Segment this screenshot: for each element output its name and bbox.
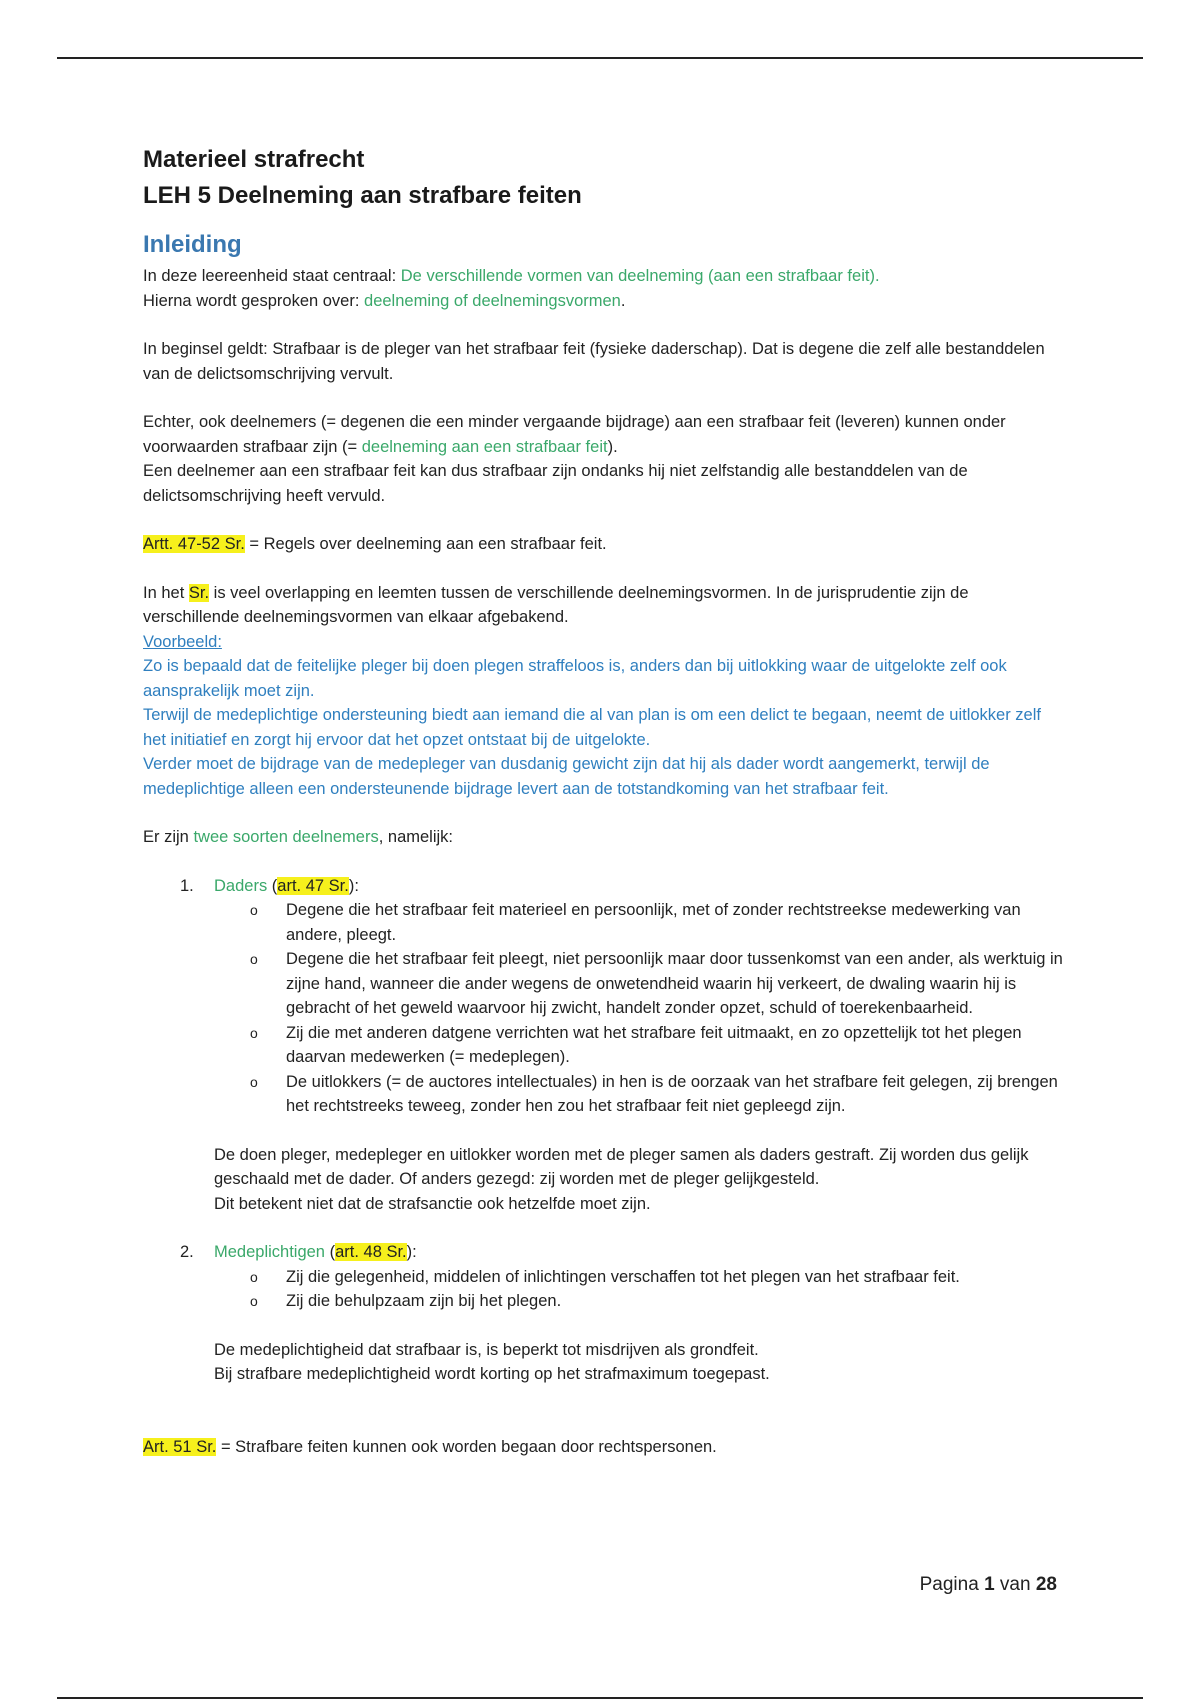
sub-list-item xyxy=(250,1289,1063,1314)
bullet-icon: o xyxy=(250,1024,258,1041)
paragraph-artt-47-52 xyxy=(143,532,1063,557)
bullet-icon: o xyxy=(250,951,258,967)
bullet-icon: o xyxy=(250,1293,258,1309)
list-item-label: Daders xyxy=(214,876,268,895)
text-span: Hierna wordt gesproken over: xyxy=(143,291,365,310)
sub-list-item xyxy=(250,898,1063,947)
paragraph-beginsel: In beginsel geldt: Strafbaar is de pleger van het strafbaar feit (fysieke daderschap). Dat is degene die zelf alle bestanddelen van de delictsomschrijving vervult. xyxy=(143,340,1045,383)
document-title xyxy=(143,142,1063,214)
paragraph-art-51 xyxy=(143,1435,1063,1460)
page-number: 1 xyxy=(984,1574,995,1595)
text-span: De uitlokkers (= de auctores intellectuales) in hen is de oorzaak van het strafbare feit gelegen, zij brengen het rechtstreeks teweeg, zonder hen zou het strafbaar feit niet gepleegd zijn. xyxy=(286,1072,1058,1115)
green-term: deelneming of deelnemingsvormen xyxy=(364,291,621,310)
page-content xyxy=(143,142,1063,1459)
text-span: ): xyxy=(406,1243,417,1261)
highlighted-article: Sr. xyxy=(188,583,210,602)
example-label: Voorbeeld: xyxy=(143,632,222,651)
text-span: Degene die het strafbaar feit pleegt, niet persoonlijk maar door tussenkomst van een ander, als werktuig in zijne hand, wanneer die ander wegens de onwetendheid waarin hij verkeert, de dwaling waarin hij is gebracht of het geweld waarvoor hij zwicht, handelt zonder opzet, schuld of toerekenbaarheid. xyxy=(286,950,1063,1017)
text-span: Dit betekent niet dat de strafsanctie ook hetzelfde moet zijn. xyxy=(214,1194,651,1213)
highlighted-article: art. 47 Sr. xyxy=(277,876,349,895)
spacer xyxy=(143,508,1063,532)
example-line-2: Terwijl de medeplichtige ondersteuning biedt aan iemand die al van plan is om een delict te begaan, neemt de uitlokker zelf het initiatief en zorgt hij ervoor dat het opzet ontstaat bij de uitgelokte. xyxy=(143,706,1041,749)
text-span: Bij strafbare medeplichtigheid wordt korting op het strafmaximum toegepast. xyxy=(214,1365,770,1383)
spacer xyxy=(143,850,1063,874)
sub-list xyxy=(250,898,1063,1119)
list-item-daders xyxy=(180,874,1063,1119)
bullet-icon: o xyxy=(250,1268,258,1285)
title-line-2: LEH 5 Deelneming aan strafbare feiten xyxy=(143,182,582,209)
bullet-icon: o xyxy=(250,902,258,918)
spacer xyxy=(143,386,1063,410)
participant-list-continued xyxy=(180,1240,1063,1314)
participant-list xyxy=(180,874,1063,1119)
highlighted-article: Art. 51 Sr. xyxy=(143,1437,217,1456)
text-span: Een deelnemer aan een strafbaar feit kan dus strafbaar zijn ondanks hij niet zelfstandig alle bestanddelen van de delictsomschrijving heeft vervuld. xyxy=(143,462,968,505)
green-term: deelneming aan een strafbaar feit xyxy=(361,437,608,456)
green-term: De verschillende vormen van deelneming (aan een strafbaar feit). xyxy=(400,267,880,285)
sub-list xyxy=(250,1265,1063,1314)
note-daders xyxy=(214,1143,1063,1217)
paragraph-intro xyxy=(143,264,1063,313)
spacer xyxy=(143,1411,1063,1435)
text-span: De doen pleger, medepleger en uitlokker worden met de pleger samen als daders gestraft. Zij worden dus gelijk geschaald met de dader. Of anders gezegd: zij worden met de pleger gelijkgesteld. xyxy=(214,1145,1029,1188)
spacer xyxy=(143,313,1063,337)
text-span: is veel overlapping en leemten tussen de verschillende deelnemingsvormen. In de jurisprudentie zijn de verschillende deelnemingsvormen van elkaar afgebakend. xyxy=(143,583,969,626)
text-span: = Strafbare feiten kunnen ook worden begaan door rechtspersonen. xyxy=(216,1437,717,1456)
example-block xyxy=(143,630,1063,802)
spacer xyxy=(143,1119,1063,1143)
green-term: twee soorten deelnemers xyxy=(193,828,379,846)
footer-rule xyxy=(57,1697,1143,1699)
bullet-icon: o xyxy=(250,1073,258,1090)
example-line-3: Verder moet de bijdrage van de medepleger van dusdanig gewicht zijn dat hij als dader wordt aangemerkt, terwijl de medeplichtige alleen een ondersteunende bijdrage levert aan de totstandkoming van het strafbaar feit. xyxy=(143,755,990,798)
text-span: ( xyxy=(325,1243,336,1261)
text-span: Echter, ook deelnemers (= degenen die een minder vergaande bijdrage) aan een strafbaar feit (leveren) kunnen onder voorwaarden strafbaar zijn (= xyxy=(143,413,1006,456)
text-span: Er zijn xyxy=(143,828,194,846)
list-item-medeplichtigen xyxy=(180,1240,1063,1314)
section-heading-inleiding: Inleiding xyxy=(143,231,242,258)
page-footer xyxy=(920,1574,1057,1596)
text-span: , namelijk: xyxy=(378,828,453,846)
text-span: Zij die met anderen datgene verrichten wat het strafbare feit uitmaakt, en zo opzettelijk tot het plegen daarvan medewerken (= medeplegen). xyxy=(286,1023,1022,1066)
header-rule xyxy=(57,57,1143,59)
sub-list-item xyxy=(250,1265,1063,1290)
text-span: De medeplichtigheid dat strafbaar is, is beperkt tot misdrijven als grondfeit. xyxy=(214,1340,759,1359)
spacer xyxy=(143,1314,1063,1338)
list-item-label: Medeplichtigen xyxy=(214,1243,325,1261)
highlighted-article: art. 48 Sr. xyxy=(335,1243,407,1261)
footer-label: Pagina xyxy=(919,1574,985,1595)
highlighted-article: Artt. 47-52 Sr. xyxy=(143,535,245,553)
text-span: = Regels over deelneming aan een strafbaar feit. xyxy=(244,535,607,553)
text-span: In het xyxy=(143,583,189,602)
text-span: . xyxy=(620,291,626,310)
spacer xyxy=(143,1387,1063,1411)
text-span: ). xyxy=(607,437,618,456)
spacer xyxy=(143,1216,1063,1240)
page-total: 28 xyxy=(1035,1574,1057,1595)
title-line-1: Materieel strafrecht xyxy=(143,146,365,173)
sub-list-item xyxy=(250,1021,1063,1070)
spacer xyxy=(143,801,1063,825)
text-span: Degene die het strafbaar feit materieel en persoonlijk, met of zonder rechtstreekse medewerking van andere, pleegt. xyxy=(286,901,1021,944)
sub-list-item xyxy=(250,947,1063,1021)
text-span: Zij die behulpzaam zijn bij het plegen. xyxy=(286,1292,562,1310)
list-number: 2. xyxy=(180,1243,194,1261)
sub-list-item xyxy=(250,1070,1063,1119)
example-line-1: Zo is bepaald dat de feitelijke pleger bij doen plegen straffeloos is, anders dan bij uitlokking waar de uitgelokte zelf ook aansprakelijk moet zijn. xyxy=(143,657,1007,700)
text-span: ): xyxy=(348,876,359,895)
list-number: 1. xyxy=(180,876,194,895)
text-span: ( xyxy=(267,876,278,895)
footer-of: van xyxy=(994,1574,1036,1595)
paragraph-twee-soorten xyxy=(143,825,1063,850)
text-span: Zij die gelegenheid, middelen of inlichtingen verschaffen tot het plegen van het strafbaar feit. xyxy=(286,1267,960,1286)
spacer xyxy=(143,557,1063,581)
text-span: In deze leereenheid staat centraal: xyxy=(143,267,401,285)
paragraph-overlapping xyxy=(143,581,1063,630)
note-medeplichtigen xyxy=(214,1338,1063,1387)
paragraph-echter xyxy=(143,410,1063,508)
